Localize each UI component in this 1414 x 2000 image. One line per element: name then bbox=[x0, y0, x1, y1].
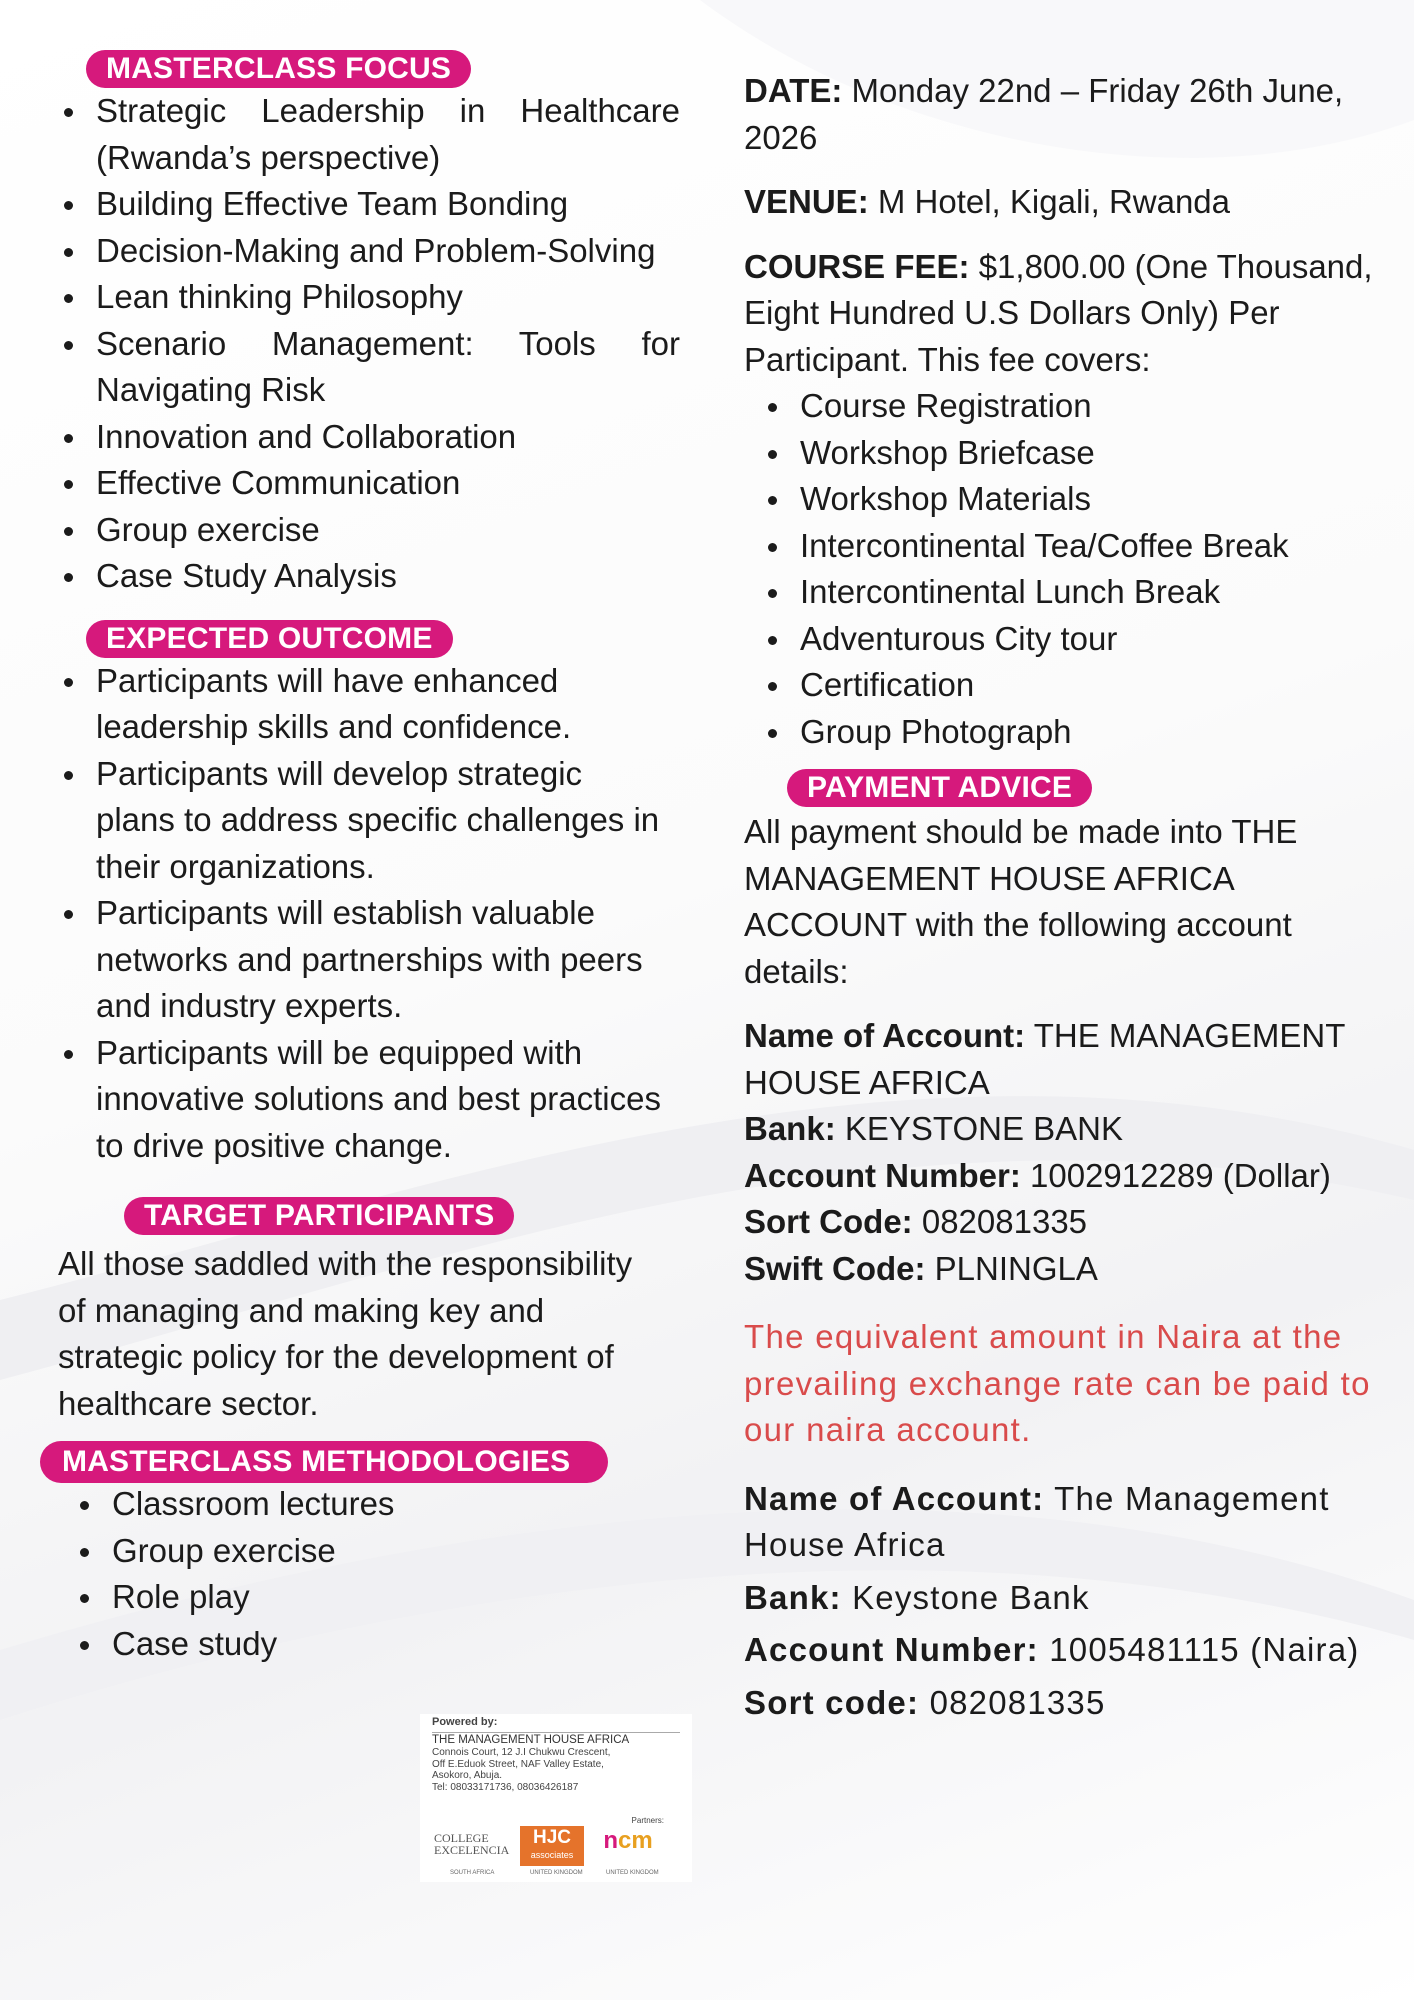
date-label: DATE: bbox=[744, 72, 843, 109]
right-column bbox=[744, 68, 1384, 1726]
date-value: Monday 22nd – Friday 26th June, 2026 bbox=[744, 72, 1344, 156]
list-item: Lean thinking Philosophy bbox=[58, 274, 680, 321]
list-item: Participants will be equipped with innovative solutions and best practices to drive positive change. bbox=[58, 1030, 668, 1170]
sort-code-row bbox=[744, 1199, 1384, 1246]
account-name-value: THE MANAGEMENT HOUSE AFRICA bbox=[744, 1017, 1345, 1101]
list-item: Group exercise bbox=[74, 1528, 680, 1575]
naira-sort-code-label: Sort code: bbox=[744, 1683, 920, 1721]
company-address bbox=[432, 1747, 682, 1793]
list-item: Classroom lectures bbox=[74, 1481, 680, 1528]
list-item: Workshop Materials bbox=[762, 476, 1384, 523]
list-item: Workshop Briefcase bbox=[762, 430, 1384, 477]
college-excelencia-logo bbox=[434, 1832, 509, 1856]
powered-by-label: Powered by: bbox=[432, 1716, 498, 1728]
venue-value: M Hotel, Kigali, Rwanda bbox=[877, 183, 1231, 220]
naira-account-number-value: 1005481115 (Naira) bbox=[1049, 1631, 1360, 1668]
venue-row bbox=[744, 179, 1384, 226]
list-item: Building Effective Team Bonding bbox=[58, 181, 680, 228]
bank-row bbox=[744, 1106, 1384, 1153]
bank-label: Bank: bbox=[744, 1110, 836, 1147]
dollar-account-details bbox=[744, 1013, 1384, 1292]
sort-code-value: 082081335 bbox=[921, 1203, 1088, 1240]
account-name-row bbox=[744, 1013, 1384, 1106]
list-item: Group exercise bbox=[58, 507, 680, 554]
focus-list bbox=[58, 88, 680, 600]
sort-code-label: Sort Code: bbox=[744, 1203, 913, 1240]
list-item: Adventurous City tour bbox=[762, 616, 1384, 663]
methods-list bbox=[74, 1481, 680, 1667]
fee-value: $1,800.00 (One Thousand, Eight Hundred U.S Dollars Only) Per Participant. This fee covers: bbox=[744, 247, 1373, 378]
venue-label: VENUE: bbox=[744, 183, 869, 220]
naira-bank-value: Keystone Bank bbox=[852, 1578, 1090, 1616]
logo-text: HJC bbox=[532, 1827, 571, 1848]
list-item: Participants will have enhanced leadership skills and confidence. bbox=[58, 658, 668, 751]
list-item: Innovation and Collaboration bbox=[58, 414, 680, 461]
list-item: Case study bbox=[74, 1621, 680, 1668]
naira-bank-row bbox=[744, 1575, 1384, 1622]
list-item: Course Registration bbox=[762, 383, 1384, 430]
naira-account-name-label: Name of Account: bbox=[744, 1479, 1045, 1517]
payment-heading-wrap bbox=[787, 769, 1384, 807]
list-item: Intercontinental Tea/Coffee Break bbox=[762, 523, 1384, 570]
list-item: Effective Communication bbox=[58, 460, 680, 507]
company-name: THE MANAGEMENT HOUSE AFRICA bbox=[432, 1734, 630, 1746]
partner-location: UNITED KINGDOM bbox=[530, 1870, 583, 1876]
list-item: Role play bbox=[74, 1574, 680, 1621]
focus-heading-wrap bbox=[86, 50, 680, 88]
partners-label: Partners: bbox=[631, 1816, 664, 1825]
date-row bbox=[744, 68, 1384, 161]
swift-code-label: Swift Code: bbox=[744, 1249, 926, 1287]
bank-value: KEYSTONE BANK bbox=[844, 1110, 1124, 1147]
list-item: Participants will develop strategic plans to address specific challenges in their organizations. bbox=[58, 751, 668, 891]
account-number-label: Account Number: bbox=[744, 1156, 1021, 1194]
partner-location: SOUTH AFRICA bbox=[450, 1870, 495, 1876]
phone-line: Tel: 08033171736, 08036426187 bbox=[432, 1781, 579, 1793]
naira-bank-label: Bank: bbox=[744, 1578, 842, 1616]
list-item: Group Photograph bbox=[762, 709, 1384, 756]
naira-account-name-value: The Management House Africa bbox=[744, 1479, 1330, 1563]
target-heading-wrap bbox=[124, 1197, 680, 1235]
logo-text: EXCELENCIA bbox=[434, 1843, 510, 1857]
powered-by-logo-block bbox=[420, 1714, 692, 1882]
methodologies-heading: MASTERCLASS METHODOLOGIES bbox=[40, 1441, 608, 1483]
expected-outcome-heading: EXPECTED OUTCOME bbox=[86, 620, 453, 658]
list-item: Case Study Analysis bbox=[58, 553, 680, 600]
outcome-heading-wrap bbox=[86, 620, 680, 658]
naira-account-number-row bbox=[744, 1627, 1384, 1674]
list-item: Decision-Making and Problem-Solving bbox=[58, 228, 680, 275]
logo-text: associates bbox=[530, 1850, 574, 1860]
payment-advice-heading: PAYMENT ADVICE bbox=[787, 769, 1092, 807]
list-item: Strategic Leadership in Healthcare (Rwanda’s perspective) bbox=[58, 88, 680, 181]
naira-sort-code-value: 082081335 bbox=[929, 1683, 1106, 1721]
address-line: Asokoro, Abuja. bbox=[432, 1770, 503, 1781]
list-item: Certification bbox=[762, 662, 1384, 709]
naira-account-details bbox=[744, 1476, 1384, 1727]
naira-sort-code-row bbox=[744, 1680, 1384, 1727]
partner-location: UNITED KINGDOM bbox=[606, 1870, 659, 1876]
divider bbox=[432, 1732, 680, 1733]
logo-text: COLLEGE bbox=[434, 1831, 489, 1845]
left-column bbox=[58, 50, 680, 1667]
list-item: Participants will establish valuable networks and partnerships with peers and industry experts. bbox=[58, 890, 668, 1030]
target-participants-text: All those saddled with the responsibility of managing and making key and strategic policy for the development of healthcare sector. bbox=[58, 1245, 633, 1422]
ncm-logo bbox=[596, 1826, 660, 1866]
logo-text: cm bbox=[617, 1827, 653, 1854]
address-line: Connois Court, 12 J.I Chukwu Crescent, bbox=[432, 1747, 611, 1758]
fee-covers-list bbox=[762, 383, 1384, 755]
hjc-associates-logo bbox=[520, 1826, 584, 1866]
target-participants-heading: TARGET PARTICIPANTS bbox=[124, 1197, 514, 1235]
methods-heading-wrap bbox=[40, 1441, 680, 1483]
account-number-value: 1002912289 (Dollar) bbox=[1030, 1156, 1331, 1194]
fee-row bbox=[744, 244, 1384, 384]
fee-label: COURSE FEE: bbox=[744, 247, 970, 285]
swift-code-row bbox=[744, 1246, 1384, 1293]
address-line: Off E.Eduok Street, NAF Valley Estate, bbox=[432, 1758, 604, 1770]
naira-note: The equivalent amount in Naira at the prevailing exchange rate can be paid to our naira account. bbox=[744, 1318, 1371, 1448]
swift-code-value: PLNINGLA bbox=[934, 1249, 1098, 1287]
list-item: Scenario Management: Tools for Navigating Risk bbox=[58, 321, 680, 414]
list-item: Intercontinental Lunch Break bbox=[762, 569, 1384, 616]
logo-text: n bbox=[603, 1827, 618, 1854]
outcome-list bbox=[58, 658, 668, 1170]
account-name-label: Name of Account: bbox=[744, 1017, 1026, 1054]
account-number-row bbox=[744, 1153, 1384, 1200]
payment-intro: All payment should be made into THE MANAGEMENT HOUSE AFRICA ACCOUNT with the following account details: bbox=[744, 813, 1298, 990]
naira-account-number-label: Account Number: bbox=[744, 1631, 1039, 1668]
naira-account-name-row bbox=[744, 1476, 1384, 1569]
masterclass-focus-heading: MASTERCLASS FOCUS bbox=[86, 50, 471, 88]
